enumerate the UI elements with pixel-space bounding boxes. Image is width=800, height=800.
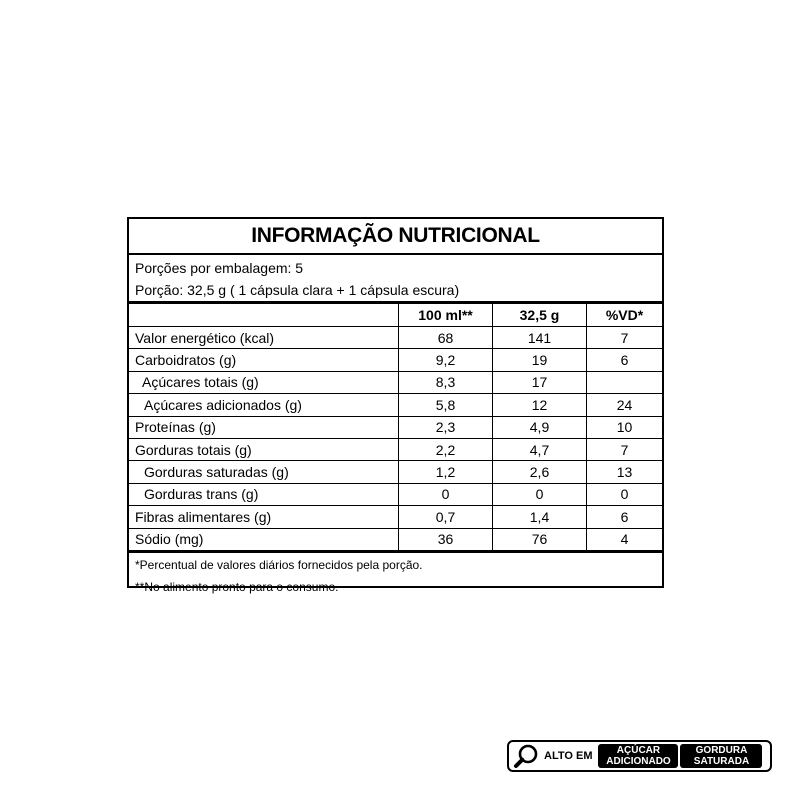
value-100ml: 5,8: [399, 394, 493, 416]
value-100ml: 68: [399, 327, 493, 349]
value-portion: 4,9: [493, 416, 587, 438]
nutrient-name: Valor energético (kcal): [129, 327, 399, 349]
value-vd: [587, 371, 663, 393]
value-portion: 12: [493, 394, 587, 416]
table-row: [129, 416, 662, 438]
value-vd: 7: [587, 327, 663, 349]
value-portion: 76: [493, 528, 587, 551]
serving-size: Porção: 32,5 g ( 1 cápsula clara + 1 cápsula escura): [135, 282, 460, 298]
nutrient-name: Gorduras totais (g): [129, 438, 399, 460]
nutrient-name: Gorduras trans (g): [129, 483, 399, 505]
value-100ml: 0,7: [399, 506, 493, 528]
servings-per-package: Porções por embalagem: 5: [135, 260, 304, 276]
warning-added-sugar: [598, 744, 678, 768]
front-warning-label: [507, 740, 772, 772]
magnifier-icon: [511, 744, 541, 768]
value-vd: 7: [587, 438, 663, 460]
value-vd: 6: [587, 506, 663, 528]
added-sugar-line-1: AÇÚCAR: [616, 745, 661, 756]
value-100ml: 2,2: [399, 438, 493, 460]
nutrient-table: [129, 301, 662, 553]
nutrient-name: Gorduras saturadas (g): [129, 461, 399, 483]
column-header-portion: 32,5 g: [493, 303, 587, 327]
table-row: [129, 327, 662, 349]
label-title: INFORMAÇÃO NUTRICIONAL: [129, 219, 662, 255]
table-row: [129, 506, 662, 528]
table-row: [129, 349, 662, 371]
value-100ml: 9,2: [399, 349, 493, 371]
nutrient-name: Sódio (mg): [129, 528, 399, 551]
nutrient-name: Proteínas (g): [129, 416, 399, 438]
table-row: [129, 394, 662, 416]
value-vd: 4: [587, 528, 663, 551]
value-portion: 17: [493, 371, 587, 393]
value-vd: 0: [587, 483, 663, 505]
value-100ml: 2,3: [399, 416, 493, 438]
value-portion: 4,7: [493, 438, 587, 460]
saturated-fat-line-1: GORDURA: [695, 745, 748, 756]
column-header-vd: %VD*: [587, 303, 663, 327]
nutrient-name: Fibras alimentares (g): [129, 506, 399, 528]
value-portion: 2,6: [493, 461, 587, 483]
warning-prefix: ALTO EM: [544, 750, 593, 762]
table-row: [129, 483, 662, 505]
value-portion: 19: [493, 349, 587, 371]
saturated-fat-line-2: SATURADA: [693, 756, 750, 767]
added-sugar-line-2: ADICIONADO: [606, 756, 671, 767]
footnote-ready-to-consume: **No alimento pronto para o consumo.: [135, 579, 339, 594]
table-row: [129, 461, 662, 483]
table-row: [129, 528, 662, 551]
value-vd: 6: [587, 349, 663, 371]
table-row: [129, 371, 662, 393]
footnote-vd: *Percentual de valores diários fornecidos pela porção.: [135, 557, 423, 572]
value-vd: 10: [587, 416, 663, 438]
value-100ml: 0: [399, 483, 493, 505]
value-100ml: 1,2: [399, 461, 493, 483]
nutrition-facts-table: [127, 217, 664, 594]
column-header-100ml: 100 ml**: [399, 303, 493, 327]
nutrient-name: Açúcares adicionados (g): [129, 394, 399, 416]
nutrient-name: Açúcares totais (g): [129, 371, 399, 393]
value-portion: 141: [493, 327, 587, 349]
table-header-row: [129, 303, 662, 327]
header-blank: [129, 303, 399, 327]
table-row: [129, 438, 662, 460]
value-portion: 0: [493, 483, 587, 505]
value-vd: 24: [587, 394, 663, 416]
value-100ml: 8,3: [399, 371, 493, 393]
warning-saturated-fat: [680, 744, 762, 768]
value-vd: 13: [587, 461, 663, 483]
nutrient-name: Carboidratos (g): [129, 349, 399, 371]
value-100ml: 36: [399, 528, 493, 551]
value-portion: 1,4: [493, 506, 587, 528]
